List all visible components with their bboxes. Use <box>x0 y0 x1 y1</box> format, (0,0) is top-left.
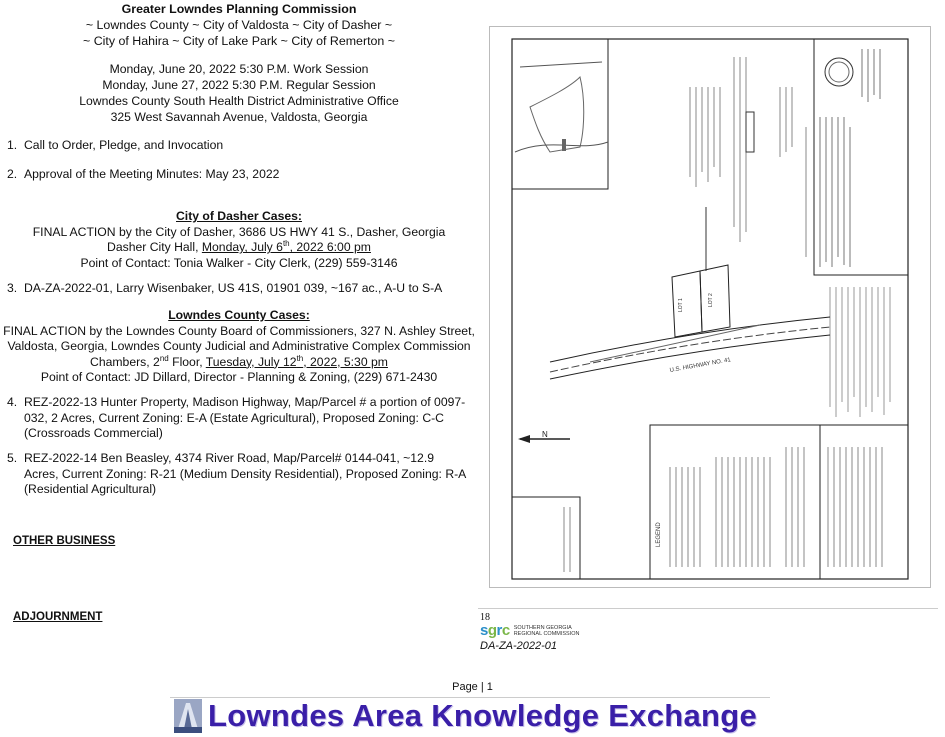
lowndes-floor: Floor, <box>168 354 206 369</box>
header-line-1: ~ Lowndes County ~ City of Valdosta ~ City of Dasher ~ <box>85 18 393 32</box>
lake-banner[interactable] <box>174 698 757 734</box>
dasher-date-part-a: Monday, July 6 <box>201 240 283 255</box>
regular-session: Monday, June 27, 2022 5:30 P.M. Regular Session <box>102 78 376 92</box>
page-label: Page | 1 <box>452 681 493 693</box>
agenda-item-1 <box>7 138 467 154</box>
lowndes-heading: Lowndes County Cases: <box>168 308 310 322</box>
dasher-section <box>0 209 478 271</box>
logo-letter-g: g <box>487 622 497 639</box>
work-session: Monday, June 20, 2022 5:30 P.M. Work Session <box>109 62 369 76</box>
lowndes-chambers: Chambers, 2 <box>90 354 160 369</box>
vicinity-site-marker <box>562 139 566 151</box>
attachment-divider <box>478 608 938 609</box>
lowndes-date <box>206 355 388 369</box>
logo-letter-s: s <box>480 622 488 639</box>
floor-sup: nd <box>159 353 169 363</box>
agenda-item-2 <box>7 167 467 183</box>
right-notes <box>830 287 890 417</box>
item-text: Call to Order, Pledge, and Invocation <box>24 138 224 152</box>
org-line-1: SOUTHERN GEORGIA <box>513 624 572 631</box>
sgrc-org-name <box>514 625 580 637</box>
lot-1 <box>672 271 702 337</box>
plat-drawing <box>489 26 931 588</box>
item-text: REZ-2022-13 Hunter Property, Madison Highway, Map/Parcel # a portion of 0097-032, 2 Acres, Current Zoning: E-A (Estate Agricultural), Proposed Zoning: C-C (Crossroads Commercial) <box>24 395 466 441</box>
highway-label: U.S. HIGHWAY NO. 41 <box>669 357 732 374</box>
org-line-2: REGIONAL COMMISSION <box>513 630 580 637</box>
agenda-item-4 <box>7 395 467 442</box>
document-code: DA-ZA-2022-01 <box>480 640 558 652</box>
dasher-line-2 <box>0 240 478 256</box>
lowndes-date-part-a: Tuesday, July 12 <box>205 354 297 369</box>
lot-2 <box>700 265 730 332</box>
lowndes-date-part-b: , 2022, 5:30 pm <box>303 354 388 369</box>
attachment-page-number: 18 <box>480 612 490 623</box>
lot-2-label: LOT 2 <box>708 293 714 307</box>
lake-logo-icon <box>174 699 202 733</box>
lowndes-date-sup: th <box>296 353 304 363</box>
meeting-address: 325 West Savannah Avenue, Valdosta, Georgia <box>110 110 368 124</box>
plat-notes <box>690 57 806 257</box>
dasher-date <box>202 240 371 254</box>
commission-title: Greater Lowndes Planning Commission <box>121 2 357 16</box>
vicinity-map-frame <box>512 39 608 189</box>
plat-frame <box>512 39 908 579</box>
vicinity-road <box>520 62 602 67</box>
lowndes-line-1: FINAL ACTION by the Lowndes County Board of Commissioners, 327 N. Ashley Street, <box>3 323 475 338</box>
agenda-header <box>0 1 478 49</box>
vicinity-area <box>530 77 584 152</box>
lowndes-line-3 <box>0 355 478 371</box>
item-number: 3. <box>7 281 18 295</box>
dasher-line-1: FINAL ACTION by the City of Dasher, 3686 US HWY 41 S., Dasher, Georgia <box>32 224 446 239</box>
dasher-contact: Point of Contact: Tonia Walker - City Clerk, (229) 559-3146 <box>80 255 398 270</box>
adjournment-heading: ADJOURNMENT <box>13 611 103 623</box>
dasher-date-sup: th <box>282 239 290 249</box>
header-line-2: ~ City of Hahira ~ City of Lake Park ~ City of Remerton ~ <box>83 34 395 48</box>
svg-text:N: N <box>542 430 548 439</box>
lot-1-label: LOT 1 <box>678 298 684 312</box>
item-number: 4. <box>7 395 18 409</box>
legend-entries <box>670 447 882 567</box>
plat-svg <box>490 27 930 587</box>
lowndes-line-2: Valdosta, Georgia, Lowndes County Judicial and Administrative Complex Commission <box>7 339 471 354</box>
other-business-heading: OTHER BUSINESS <box>13 535 116 547</box>
item-number: 5. <box>7 451 18 465</box>
logo-letter-r: r <box>496 622 502 639</box>
surveyor-seal-inner <box>829 62 849 82</box>
agenda-item-3 <box>7 281 467 297</box>
legend-frame <box>650 425 908 579</box>
dasher-location: Dasher City Hall, <box>107 240 202 255</box>
banner-title: Lowndes Area Knowledge Exchange <box>208 698 758 733</box>
item-text: REZ-2022-14 Ben Beasley, 4374 River Road, Map/Parcel# 0144-041, ~12.9 Acres, Current Zoning: R-21 (Medium Density Residential), Proposed Zoning: R-A (Residential Agricultural) <box>24 451 466 497</box>
dasher-heading: City of Dasher Cases: <box>176 209 302 223</box>
title-block-frame <box>814 39 908 275</box>
item-number: 2. <box>7 167 18 181</box>
lowndes-contact: Point of Contact: JD Dillard, Director - Planning & Zoning, (229) 671-2430 <box>40 370 438 385</box>
legend-title: LEGEND <box>656 522 662 547</box>
sgrc-logo <box>480 622 580 639</box>
item-number: 1. <box>7 138 18 152</box>
agenda-item-5 <box>7 451 467 498</box>
scale-bar <box>746 112 754 152</box>
meeting-office: Lowndes County South Health District Administrative Office <box>79 94 399 108</box>
item-text: Approval of the Meeting Minutes: May 23, 2022 <box>24 167 280 181</box>
logo-letter-c: c <box>501 622 510 639</box>
north-arrow <box>518 430 570 443</box>
lowndes-section <box>0 308 478 386</box>
meeting-info <box>0 61 478 125</box>
highway-edge-2 <box>550 335 830 379</box>
sgrc-logo-mark <box>480 622 510 639</box>
dasher-date-part-b: , 2022 6:00 pm <box>289 240 371 255</box>
item-text: DA-ZA-2022-01, Larry Wisenbaker, US 41S, 01901 039, ~167 ac., A-U to S-A <box>24 281 443 295</box>
